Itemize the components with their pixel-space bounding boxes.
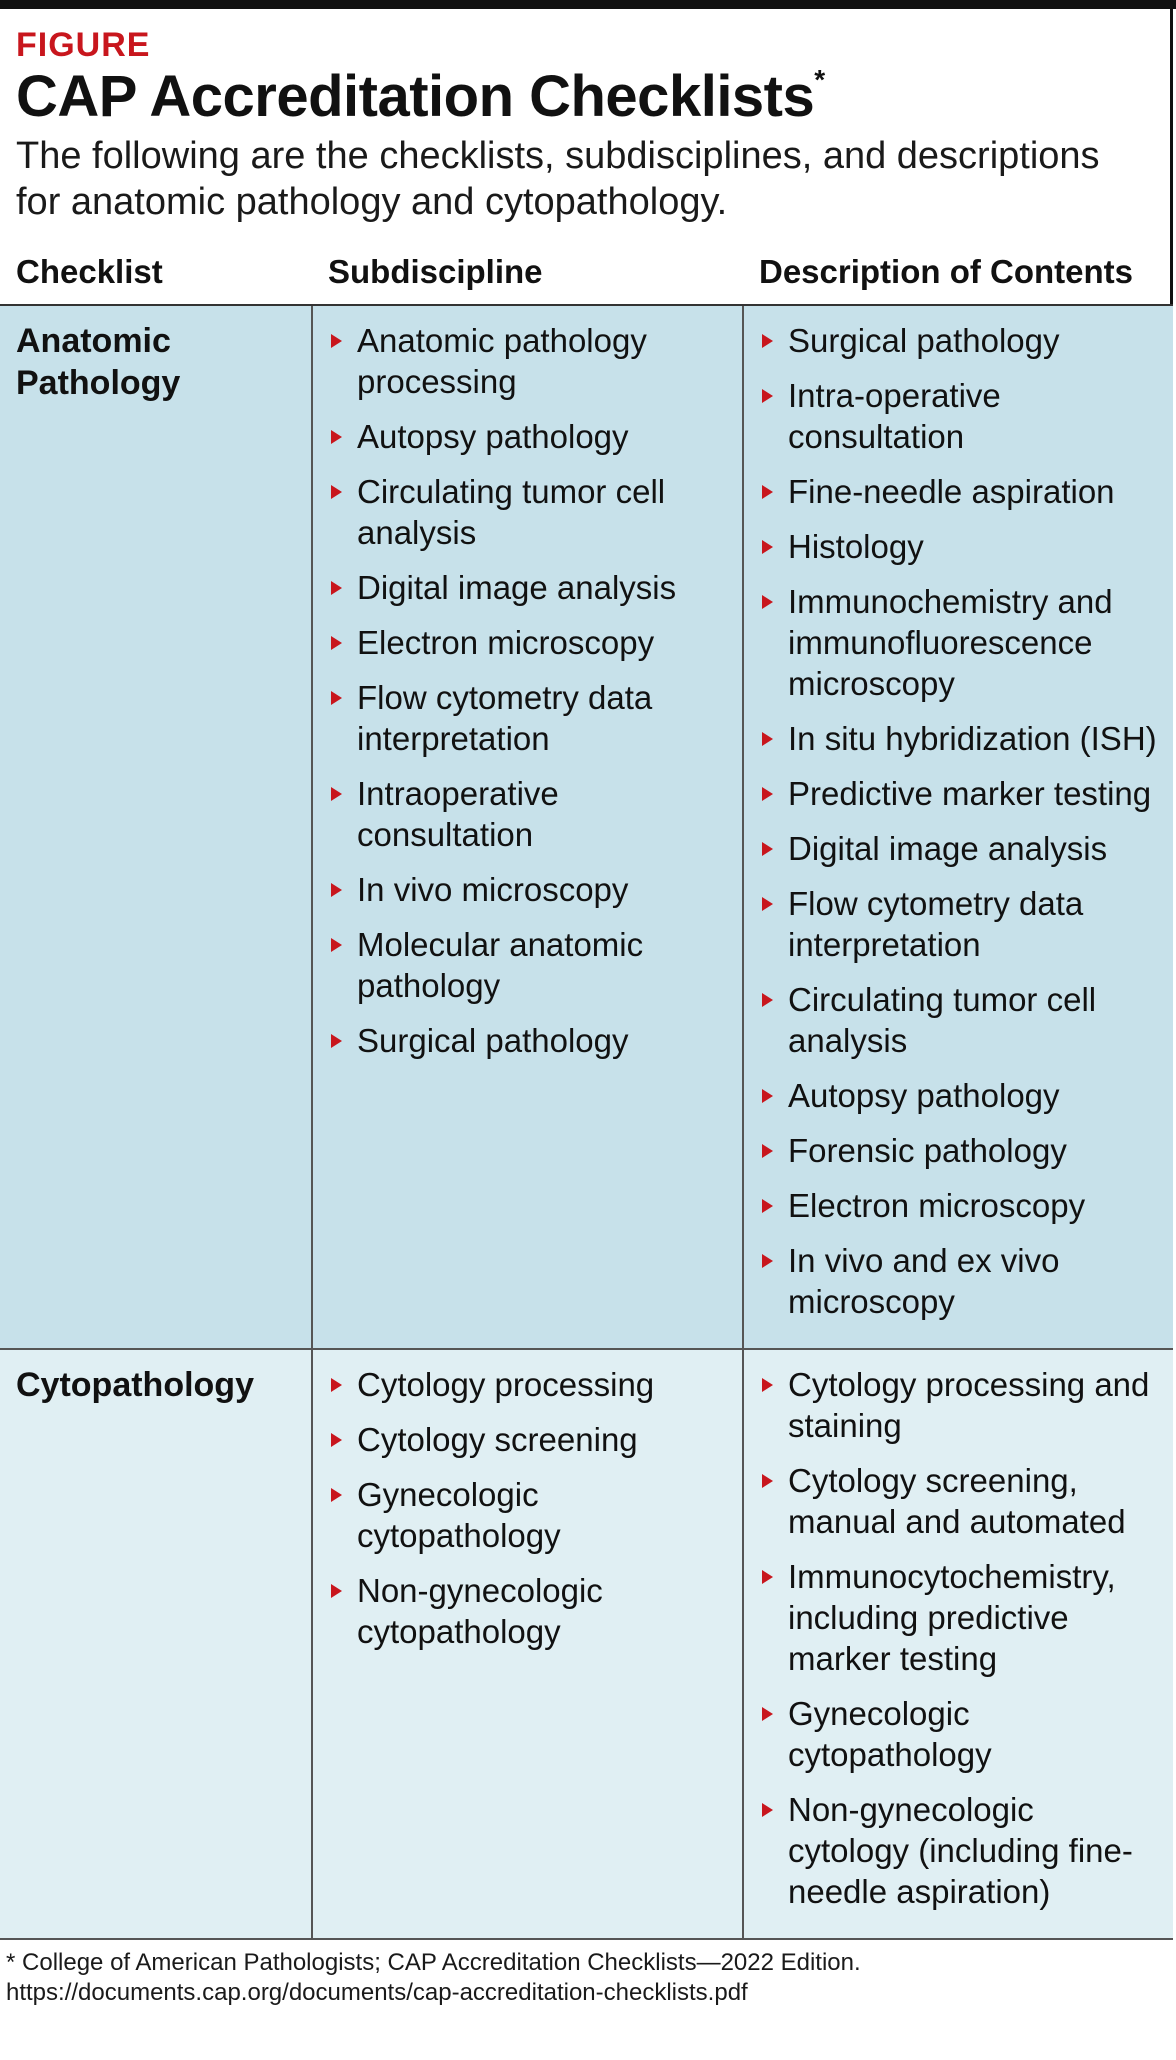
subdiscipline-list	[329, 1364, 732, 1652]
triangle-bullet-icon	[762, 787, 773, 801]
list-item-text: Electron microscopy	[357, 624, 655, 661]
list-item-text: Non-gynecologic cytopathology	[357, 1572, 603, 1650]
triangle-bullet-icon	[762, 334, 773, 348]
footnote: * College of American Pathologists; CAP Accreditation Checklists—2022 Edition. https://documents.cap.org/documents/cap-accreditation-checklists.pdf	[6, 1949, 861, 2006]
list-item-text: Cytology screening, manual and automated	[788, 1462, 1126, 1540]
list-item-text: Electron microscopy	[788, 1187, 1086, 1224]
list-item	[760, 1240, 1163, 1322]
list-item-text: Forensic pathology	[788, 1132, 1067, 1169]
list-item-text: Autopsy pathology	[357, 418, 629, 455]
list-item-text: Gynecologic cytopathology	[788, 1695, 992, 1773]
list-item-text: Digital image analysis	[788, 830, 1108, 867]
triangle-bullet-icon	[331, 636, 342, 650]
list-item	[329, 471, 732, 553]
list-item-text: In vivo and ex vivo microscopy	[788, 1242, 1060, 1320]
checklist-cell	[0, 1349, 312, 1939]
description-list	[760, 320, 1163, 1322]
list-item	[329, 320, 732, 402]
list-item	[760, 471, 1163, 512]
triangle-bullet-icon	[762, 389, 773, 403]
triangle-bullet-icon	[762, 1570, 773, 1584]
list-item	[760, 1460, 1163, 1542]
figure-kicker: FIGURE	[16, 26, 151, 64]
list-item	[760, 1185, 1163, 1226]
triangle-bullet-icon	[331, 1488, 342, 1502]
triangle-bullet-icon	[762, 485, 773, 499]
list-item-text: Molecular anatomic pathology	[357, 926, 644, 1004]
column-header-subdiscipline: Subdiscipline	[312, 213, 743, 305]
triangle-bullet-icon	[331, 1433, 342, 1447]
description-list	[760, 1364, 1163, 1912]
triangle-bullet-icon	[762, 1378, 773, 1392]
list-item-text: Non-gynecologic cytology (including fine-needle aspiration)	[788, 1791, 1133, 1910]
triangle-bullet-icon	[331, 1584, 342, 1598]
list-item	[760, 979, 1163, 1061]
list-item	[760, 773, 1163, 814]
list-item	[329, 622, 732, 663]
triangle-bullet-icon	[762, 1803, 773, 1817]
triangle-bullet-icon	[331, 485, 342, 499]
list-item	[329, 1570, 732, 1652]
triangle-bullet-icon	[762, 1254, 773, 1268]
list-item-text: Histology	[788, 528, 924, 565]
list-item	[760, 1789, 1163, 1912]
subdiscipline-list	[329, 320, 732, 1061]
description-cell	[743, 305, 1173, 1349]
list-item	[760, 1556, 1163, 1679]
figure-frame	[0, 9, 1173, 1939]
list-item-text: Cytology screening	[357, 1421, 638, 1458]
triangle-bullet-icon	[331, 581, 342, 595]
list-item	[329, 567, 732, 608]
list-item	[760, 718, 1163, 759]
list-item-text: Flow cytometry data interpretation	[357, 679, 653, 757]
list-item	[329, 924, 732, 1006]
description-cell	[743, 1349, 1173, 1939]
checklist-name: Cytopathology	[16, 1366, 254, 1404]
list-item	[760, 526, 1163, 567]
subdiscipline-cell	[312, 1349, 743, 1939]
list-item	[329, 1020, 732, 1061]
triangle-bullet-icon	[331, 787, 342, 801]
table-row-cytopathology	[0, 1349, 1173, 1939]
list-item	[329, 677, 732, 759]
list-item-text: Cytology processing and staining	[788, 1366, 1150, 1444]
list-item-text: Autopsy pathology	[788, 1077, 1060, 1114]
list-item	[329, 869, 732, 910]
triangle-bullet-icon	[762, 540, 773, 554]
list-item-text: Circulating tumor cell analysis	[788, 981, 1097, 1059]
triangle-bullet-icon	[762, 1707, 773, 1721]
figure-title-text: CAP Accreditation Checklists	[16, 64, 815, 129]
figure-title	[16, 65, 1152, 129]
triangle-bullet-icon	[762, 897, 773, 911]
list-item	[760, 1075, 1163, 1116]
list-item-text: Cytology processing	[357, 1366, 655, 1403]
figure-header	[0, 9, 1170, 225]
list-item	[329, 1419, 732, 1460]
triangle-bullet-icon	[331, 334, 342, 348]
list-item-text: Surgical pathology	[357, 1022, 629, 1059]
list-item	[760, 883, 1163, 965]
list-item	[760, 828, 1163, 869]
list-item	[760, 1364, 1163, 1446]
list-item-text: Flow cytometry data interpretation	[788, 885, 1084, 963]
figure-subtitle: The following are the checklists, subdisciplines, and descriptions for anatomic pathology and cytopathology.	[16, 135, 1100, 223]
list-item-text: Digital image analysis	[357, 569, 677, 606]
triangle-bullet-icon	[331, 938, 342, 952]
list-item-text: Gynecologic cytopathology	[357, 1476, 561, 1554]
triangle-bullet-icon	[762, 1089, 773, 1103]
list-item-text: Predictive marker testing	[788, 775, 1152, 812]
triangle-bullet-icon	[762, 993, 773, 1007]
list-item-text: In vivo microscopy	[357, 871, 629, 908]
column-header-checklist: Checklist	[0, 213, 312, 305]
footnote-mark: *	[814, 64, 825, 95]
triangle-bullet-icon	[331, 1034, 342, 1048]
list-item-text: Anatomic pathology processing	[357, 322, 647, 400]
triangle-bullet-icon	[762, 1474, 773, 1488]
list-item	[760, 320, 1163, 361]
list-item	[760, 1130, 1163, 1171]
list-item-text: Immunocytochemistry, including predictive marker testing	[788, 1558, 1116, 1677]
list-item-text: Surgical pathology	[788, 322, 1060, 359]
top-rule	[0, 0, 1176, 9]
subdiscipline-cell	[312, 305, 743, 1349]
triangle-bullet-icon	[331, 1378, 342, 1392]
checklist-table	[0, 213, 1173, 1940]
list-item-text: Fine-needle aspiration	[788, 473, 1115, 510]
checklist-cell	[0, 305, 312, 1349]
list-item	[760, 375, 1163, 457]
list-item-text: Intraoperative consultation	[357, 775, 559, 853]
list-item-text: Immunochemistry and immunofluorescence microscopy	[788, 583, 1113, 702]
triangle-bullet-icon	[762, 842, 773, 856]
list-item-text: Intra-operative consultation	[788, 377, 1001, 455]
triangle-bullet-icon	[762, 732, 773, 746]
list-item-text: In situ hybridization (ISH)	[788, 720, 1157, 757]
list-item	[329, 1364, 732, 1405]
column-header-description: Description of Contents	[743, 213, 1173, 305]
list-item	[760, 1693, 1163, 1775]
triangle-bullet-icon	[331, 691, 342, 705]
list-item	[760, 581, 1163, 704]
triangle-bullet-icon	[762, 1199, 773, 1213]
triangle-bullet-icon	[762, 1144, 773, 1158]
list-item	[329, 773, 732, 855]
triangle-bullet-icon	[331, 430, 342, 444]
triangle-bullet-icon	[762, 595, 773, 609]
list-item-text: Circulating tumor cell analysis	[357, 473, 666, 551]
table-row-anatomic-pathology	[0, 305, 1173, 1349]
triangle-bullet-icon	[331, 883, 342, 897]
list-item	[329, 1474, 732, 1556]
checklist-name: Anatomic Pathology	[16, 322, 181, 402]
list-item	[329, 416, 732, 457]
table-header-row	[0, 213, 1173, 305]
